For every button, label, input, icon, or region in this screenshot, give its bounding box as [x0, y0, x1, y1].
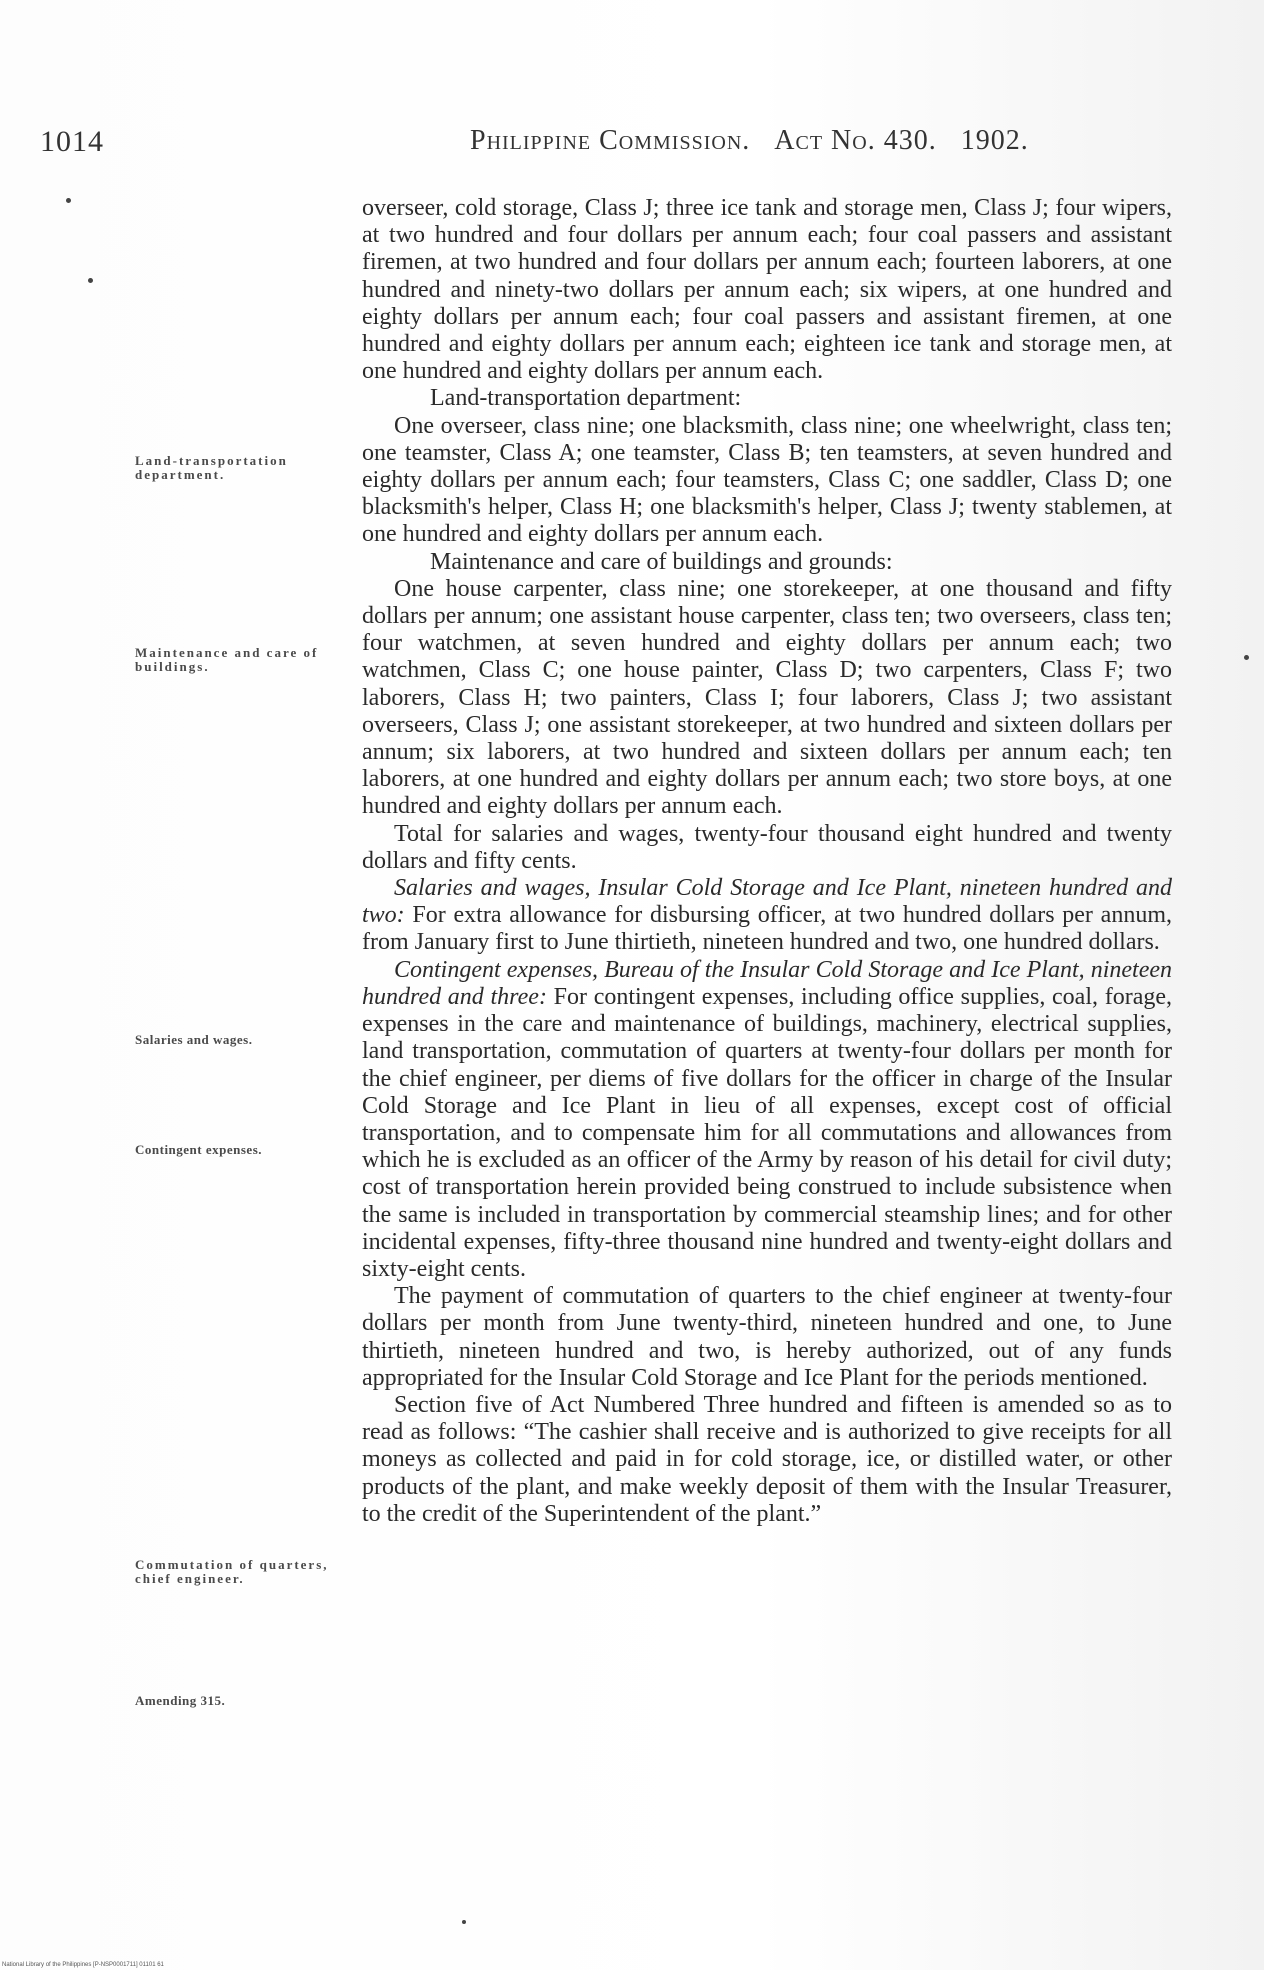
salaries-text: For extra allowance for disbursing officer, at two hundred dollars per annum, from January first to June thirtieth, nineteen hundred and two, one hundred dollars.: [362, 902, 1172, 956]
margin-note-maintenance: Maintenance and care of buildings.: [135, 645, 319, 674]
main-text-column: [362, 195, 1172, 1528]
running-head-act: Act No. 430.: [774, 125, 937, 156]
margin-note-salaries: Salaries and wages.: [135, 1032, 253, 1047]
margin-note-amending: Amending 315.: [135, 1693, 226, 1708]
paragraph-commutation: The payment of commutation of quarters to the chief engineer at twenty-four dollars per month from June twenty-third, nineteen hundred and one, to June thirtieth, nineteen hundred and two, is hereby authorized, out of any funds appropriated for the Insular Cold Storage and Ice Plant for the periods mentioned.: [362, 1283, 1172, 1391]
paragraph-land-transportation: One overseer, class nine; one blacksmith, class nine; one wheelwright, class ten; one teamster, Class A; one teamster, Class B; ten teamsters, at seven hundred and eighty dollars per annum each; four teamsters, Class C; one saddler, Class D; one blacksmith's helper, Class H; one blacksmith's helper, Class J; twenty stablemen, at one hundred and eighty dollars per annum each.: [362, 412, 1172, 548]
section-heading-maintenance: Maintenance and care of buildings and grounds:: [430, 548, 893, 575]
paragraph-total-salaries: Total for salaries and wages, twenty-four thousand eight hundred and twenty dollars and fifty cents.: [362, 820, 1172, 874]
footer-scan-stamp: National Library of the Philippines [P-NSP0001711] 01101 61: [2, 1962, 164, 1968]
margin-note-commutation: Commutation of quarters, chief engineer.: [135, 1557, 329, 1586]
margin-note-land-transportation: Land-transportation department.: [135, 453, 288, 482]
paragraph-contingent-expenses: [362, 957, 1172, 1283]
paragraph-overseer-list: overseer, cold storage, Class J; three ice tank and storage men, Class J; four wipers, at two hundred and four dollars per annum each; four coal passers and assistant firemen, at two hundred and four dollars per annum each; fourteen laborers, at one hundred and ninety-two dollars per annum each; six wipers, at one hundred and eighty dollars per annum each; four coal passers and assistant firemen, at one hundred and eighty dollars per annum each; eighteen ice tank and storage men, at one hundred and eighty dollars per annum each.: [362, 195, 1172, 385]
section-heading-land-transportation: Land-transportation department:: [430, 385, 742, 412]
paragraph-amending: Section five of Act Numbered Three hundred and fifteen is amended so as to read as follows: “The cashier shall receive and is authorized to give receipts for all moneys as collected and paid in for cold storage, ice, or distilled water, or other products of the plant, and make weekly deposit of them with the Insular Treasurer, to the credit of the Superintendent of the plant.”: [362, 1391, 1172, 1527]
contingent-text: For contingent expenses, including office supplies, coal, forage, expenses in the care and maintenance of buildings, machinery, electrical supplies, land transportation, commutation of quarters at twenty-four dollars per month for the chief engineer, per diems of five dollars for the officer in charge of the Insular Cold Storage and Ice Plant in lieu of all expenses, except cost of official transportation, and to compensate him for all commutations and allowances from which he is excluded as an officer of the Army by reason of his detail for civil duty; cost of transportation herein provided being construed to include subsistence when the same is included in transportation by commercial steamship lines; and for other incidental expenses, fifty-three thousand nine hundred and twenty-eight dollars and sixty-eight cents.: [362, 983, 1172, 1282]
ink-speck: [66, 198, 71, 203]
salaries-italic-heading: Salaries and wages, Insular Cold Storage and Ice Plant, nineteen hundred and two:: [362, 875, 1172, 929]
running-head-title: Philippine Commission.: [470, 125, 751, 156]
paragraph-salaries-and-wages: [362, 875, 1172, 957]
page-number: 1014: [40, 125, 104, 158]
running-head-year: 1902.: [960, 125, 1029, 156]
running-head: [470, 125, 1029, 157]
ink-speck: [462, 1920, 466, 1924]
paragraph-maintenance: One house carpenter, class nine; one storekeeper, at one thousand and fifty dollars per annum; one assistant house carpenter, class ten; two overseers, class ten; four watchmen, at seven hundred and eighty dollars per annum each; two watchmen, Class C; one house painter, Class D; two carpenters, Class F; two laborers, Class H; two painters, Class I; four laborers, Class J; two assistant overseers, Class J; one assistant storekeeper, at two hundred and sixteen dollars per annum; six laborers, at two hundred and sixteen dollars per annum each; ten laborers, at one hundred and eighty dollars per annum each; two store boys, at one hundred and eighty dollars per annum each.: [362, 575, 1172, 820]
contingent-italic-heading: Contingent expenses, Bureau of the Insular Cold Storage and Ice Plant, nineteen hundred and three:: [362, 956, 1172, 1010]
margin-note-contingent: Contingent expenses.: [135, 1142, 263, 1157]
ink-speck: [88, 278, 93, 283]
ink-speck: [1244, 655, 1249, 660]
